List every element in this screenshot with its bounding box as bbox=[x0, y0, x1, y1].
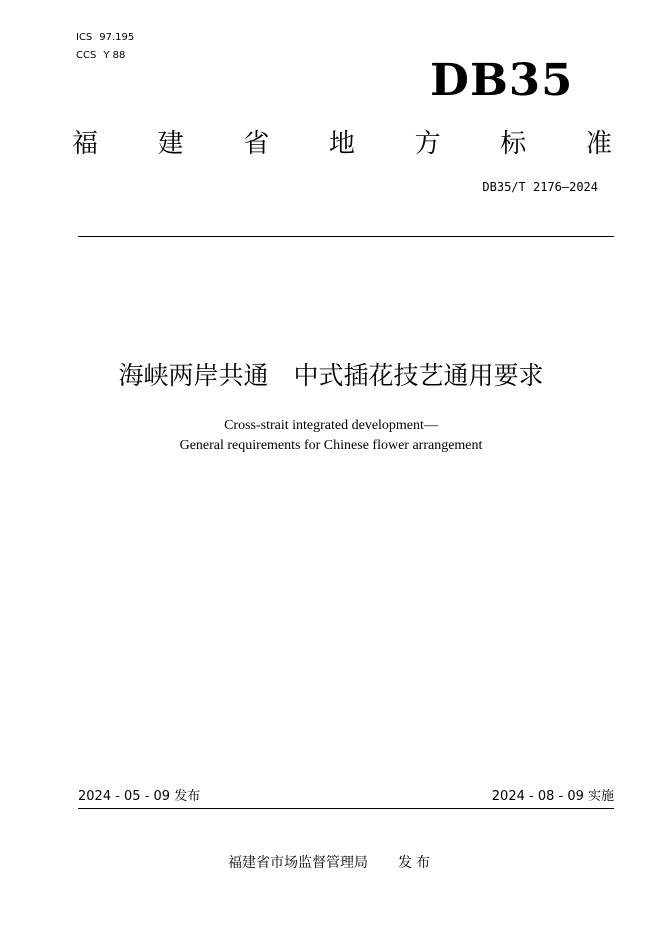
ics-classification bbox=[76, 32, 134, 44]
standard-type-heading bbox=[72, 124, 612, 164]
standard-type-char: 地 bbox=[328, 129, 355, 159]
footer-divider bbox=[78, 808, 614, 809]
ccs-label: CCS bbox=[76, 50, 97, 61]
ics-code: 97.195 bbox=[99, 32, 135, 43]
standard-type-char: 福 bbox=[72, 129, 99, 159]
standard-type-char: 准 bbox=[585, 129, 612, 159]
ccs-code: Y 88 bbox=[103, 50, 126, 61]
standard-type-char: 方 bbox=[414, 129, 441, 159]
standard-type-char: 标 bbox=[500, 129, 527, 159]
standard-type-char: 省 bbox=[243, 129, 270, 159]
ics-label: ICS bbox=[76, 32, 93, 43]
title-chinese: 海峡两岸共通 中式插花技艺通用要求 bbox=[118, 361, 544, 390]
standard-number: DB35/T 2176—2024 bbox=[482, 180, 598, 194]
standard-type-char: 建 bbox=[157, 129, 184, 159]
implementation-date: 2024 - 08 - 09 实施 bbox=[491, 789, 614, 804]
ccs-classification bbox=[76, 50, 125, 62]
header-divider bbox=[78, 236, 614, 237]
issuer-organization: 福建省市场监督管理局 bbox=[228, 855, 368, 871]
issuer-line bbox=[228, 853, 434, 873]
issue-date: 2024 - 05 - 09 发布 bbox=[78, 789, 201, 804]
db-logo: DB35 bbox=[430, 55, 574, 106]
title-english-line1: Cross-strait integrated development— bbox=[224, 418, 438, 433]
issuer-action: 发布 bbox=[398, 855, 434, 871]
title-english-line2: General requirements for Chinese flower arrangement bbox=[179, 438, 483, 453]
